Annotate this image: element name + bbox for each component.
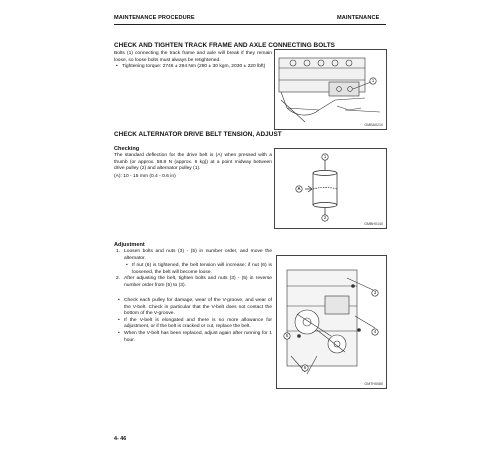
inspection-note: • Check each pulley for damage, wear of the V-groove, and wear of the V-belt. Check in particular that the V-belt does not contact the bottom of the V-groove.	[116, 298, 272, 318]
alternator-illustration	[277, 256, 386, 388]
belt-deflection-illustration	[275, 149, 386, 228]
track-frame-paragraph: Bolts (1) connecting the track frame and axle will break if they remain loose, so loose bolts must always be retightened.	[114, 51, 272, 63]
belt-inspection-notes	[116, 298, 272, 344]
callout-1: 1	[323, 154, 327, 159]
checking-value: (A): 10 - 15 mm (0.4 - 0.6 in)	[114, 174, 176, 179]
callout-2: 2	[323, 215, 327, 220]
inspection-note: • If the V-belt is elongated and there is no more allowance for adjustment, or if the belt is cracked or cut, replace the belt.	[116, 318, 272, 331]
page-number: 4- 46	[114, 436, 127, 442]
callout-1: 1	[371, 78, 375, 83]
adjustment-heading: Adjustment	[114, 242, 145, 248]
figure-code: GMBA0210	[364, 123, 383, 127]
step-text: After adjusting the belt, tighten bolts and nuts (3) - (5) in reverse number order from (5) to (3).	[124, 276, 272, 288]
section-title-track-frame: CHECK AND TIGHTEN TRACK FRAME AND AXLE CONNECTING BOLTS	[114, 42, 335, 49]
torque-bullet: • Tightening torque: 2746 ± 294 Nm (280 ± 30 kgm, 2030 ± 220 lbft)	[114, 64, 272, 71]
track-frame-figure	[274, 49, 387, 130]
running-header-left: MAINTENANCE PROCEDURE	[114, 15, 195, 21]
callout-A: A	[297, 186, 301, 191]
inspection-note: • When the V-belt has been replaced, adjust again after running for 1 hour.	[116, 331, 272, 344]
running-header-right: MAINTENANCE	[337, 15, 380, 21]
callout-5: 5	[285, 333, 289, 338]
track-frame-torque-list	[114, 64, 272, 71]
header-rule	[114, 24, 386, 25]
callout-6: 6	[303, 365, 307, 370]
step-note: • If nut (6) is tightened, the belt tension will increase; if nut (6) is loosened, the belt will become loose.	[124, 263, 272, 276]
alternator-adjust-figure	[276, 255, 387, 389]
checking-paragraph: The standard deflection for the drive belt is (A) when pressed with a thumb (or approx. 58.8 N (approx. 6 kg)) at a point midway between drive pulley (2) and alternator pulley (1).	[114, 153, 272, 172]
belt-deflection-figure	[274, 148, 387, 229]
adjustment-step-1	[116, 249, 272, 276]
adjustment-step-2	[116, 276, 272, 289]
step-number: 2.	[116, 276, 121, 282]
adjustment-steps	[116, 249, 272, 290]
figure-code: GMTH0080	[364, 382, 383, 386]
step-1-notes	[124, 263, 272, 276]
checking-heading: Checking	[114, 146, 140, 152]
callout-3: 3	[373, 290, 377, 295]
step-number: 1.	[116, 249, 121, 254]
callout-4: 4	[373, 329, 377, 334]
section-title-alternator: CHECK ALTERNATOR DRIVE BELT TENSION, ADJUST	[114, 131, 282, 138]
step-text: Loosen bolts and nuts (3) - (5) in number order, and move the alternator.	[124, 249, 272, 261]
figure-code: GMBH0140	[364, 222, 383, 226]
track-frame-illustration	[275, 50, 386, 129]
